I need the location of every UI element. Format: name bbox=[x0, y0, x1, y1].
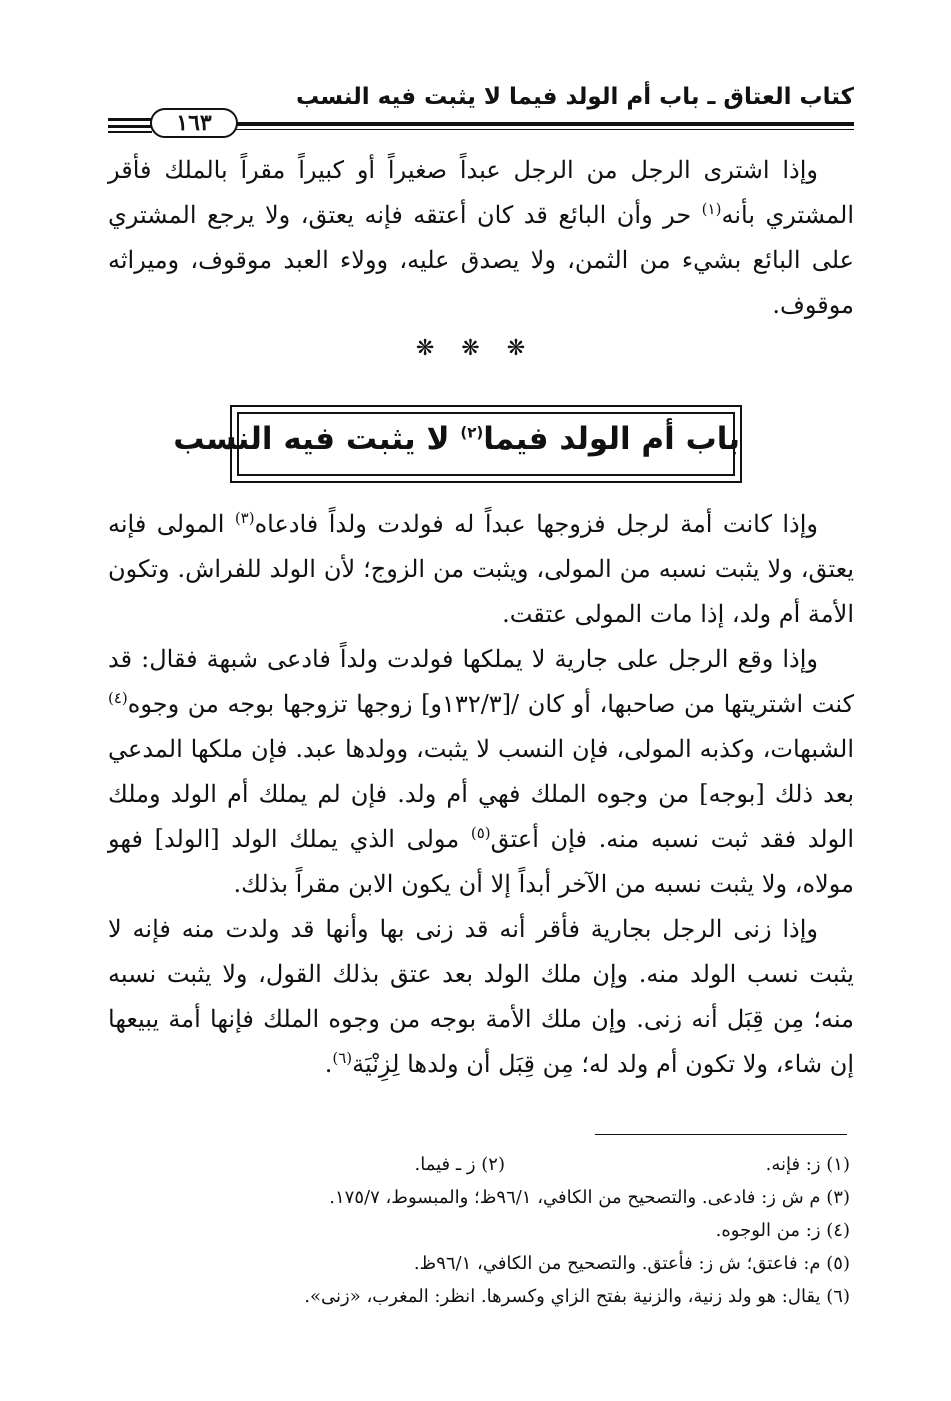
footnote-6: (٦) يقال: هو ولد زنية، والزنية بفتح الزاي وكسرها. انظر: المغرب، «زنى». bbox=[304, 1286, 850, 1307]
running-title: كتاب العتاق ـ باب أم الولد فيما لا يثبت فيه النسب bbox=[296, 84, 854, 110]
footnote-ref: (٢) bbox=[460, 423, 484, 442]
chapter-title-text: لا يثبت فيه النسب bbox=[173, 421, 461, 457]
header-rule-left bbox=[108, 131, 152, 133]
paragraph-text: حر وأن البائع قد كان أعتقه فإنه يعتق، ولا يرجع المشتري على البائع بشيء من الثمن، ولا يصدق عليه، وولاء العبد موقوف، وميراثه موقوف. bbox=[108, 201, 854, 319]
footnote-row bbox=[160, 1181, 850, 1214]
footnote-ref: (٣) bbox=[234, 509, 255, 527]
header-rule-thin bbox=[228, 129, 854, 130]
main-body bbox=[108, 502, 854, 1087]
footnote-5: (٥) م: فاعتق؛ ش ز: فأعتق. والتصحيح من الكافي، ٩٦/١ظ. bbox=[413, 1253, 850, 1274]
paragraph-text: الشبهات، وكذبه المولى، فإن النسب لا يثبت، وولدها عبد. فإن ملكها المدعي بعد ذلك [بوجه] من وجوه الملك فهي أم ولد. فإن لم يملك أم الولد وملك الولد فقد ثبت نسبه منه. فإن أعتق bbox=[108, 735, 854, 853]
paragraph-text: المولى فإنه يعتق، ولا يثبت نسبه من المولى، ويثبت من الزوج؛ لأن الولد للفراش. وتكون الأمة أم ولد، إذا مات المولى عتقت. bbox=[108, 510, 854, 628]
header-rule-left bbox=[108, 125, 152, 128]
paragraph-2 bbox=[108, 502, 854, 637]
header-rule-left bbox=[108, 118, 152, 121]
paragraph-1 bbox=[108, 148, 854, 328]
chapter-title-text: باب أم الولد فيما bbox=[483, 421, 740, 457]
footnote-ref: (٦) bbox=[332, 1049, 353, 1067]
chapter-heading-frame bbox=[173, 405, 742, 483]
paragraph-text: وإذا كانت أمة لرجل فزوجها عبداً له فولدت ولداً فادعاه bbox=[254, 510, 818, 538]
paragraph-text: وإذا زنى الرجل بجارية فأقر أنه قد زنى بها وأنها قد ولدت منه فإنه لا يثبت نسب الولد منه. وإن ملك الولد بعد عتق بذلك القول، ولا يثبت نسبه منه؛ مِن قِبَل أنه زنى. وإن ملك الأمة بوجه من وجوه الملك فإنها أمة يبيعها إن شاء، ولا تكون أم ولد له؛ مِن قِبَل أن ولدها لِزِنْيَة bbox=[108, 915, 854, 1078]
paragraph-text: مولى الذي يملك الولد [الولد] فهو مولاه، ولا يثبت نسبه من الآخر أبداً إلا أن يكون الابن مقراً بذلك. bbox=[108, 825, 854, 898]
page-number: ١٦٣ bbox=[150, 108, 238, 138]
chapter-title bbox=[173, 421, 740, 457]
footnote-ref: (١) bbox=[701, 200, 722, 218]
footnote-3: (٣) م ش ز: فادعى. والتصحيح من الكافي، ٩٦/١ظ؛ والمبسوط، ١٧٥/٧. bbox=[329, 1187, 850, 1208]
footnote-1: (١) ز: فإنه. bbox=[765, 1154, 850, 1175]
footnotes bbox=[160, 1148, 850, 1313]
footnote-row bbox=[160, 1148, 850, 1181]
paragraph-text: . bbox=[324, 1050, 333, 1078]
footnote-2: (٢) ز ـ فيما. bbox=[414, 1154, 505, 1175]
paragraph-3 bbox=[108, 637, 854, 907]
footnote-row bbox=[160, 1247, 850, 1280]
footnote-divider bbox=[595, 1134, 847, 1135]
paragraph-text: وإذا وقع الرجل على جارية لا يملكها فولدت ولداً فادعى شبهة فقال: قد كنت اشتريتها من صاحبها، أو كان /[١٣٢/٣و] زوجها تزوجها بوجه من وجوه bbox=[108, 645, 855, 718]
footnote-ref: (٤) bbox=[108, 689, 128, 707]
footnote-row bbox=[160, 1214, 850, 1247]
section-separator: ❋ ❋ ❋ bbox=[415, 336, 536, 361]
footnote-row bbox=[160, 1280, 850, 1313]
header-rule-thick bbox=[228, 122, 854, 126]
footnote-4: (٤) ز: من الوجوه. bbox=[715, 1220, 850, 1241]
paragraph-4 bbox=[108, 907, 854, 1087]
footnote-ref: (٥) bbox=[470, 824, 491, 842]
paragraph-text: وإذا اشترى الرجل من الرجل عبداً صغيراً أو كبيراً مقراً بالملك فأقر المشتري بأنه bbox=[108, 156, 854, 229]
page-header bbox=[108, 84, 854, 134]
